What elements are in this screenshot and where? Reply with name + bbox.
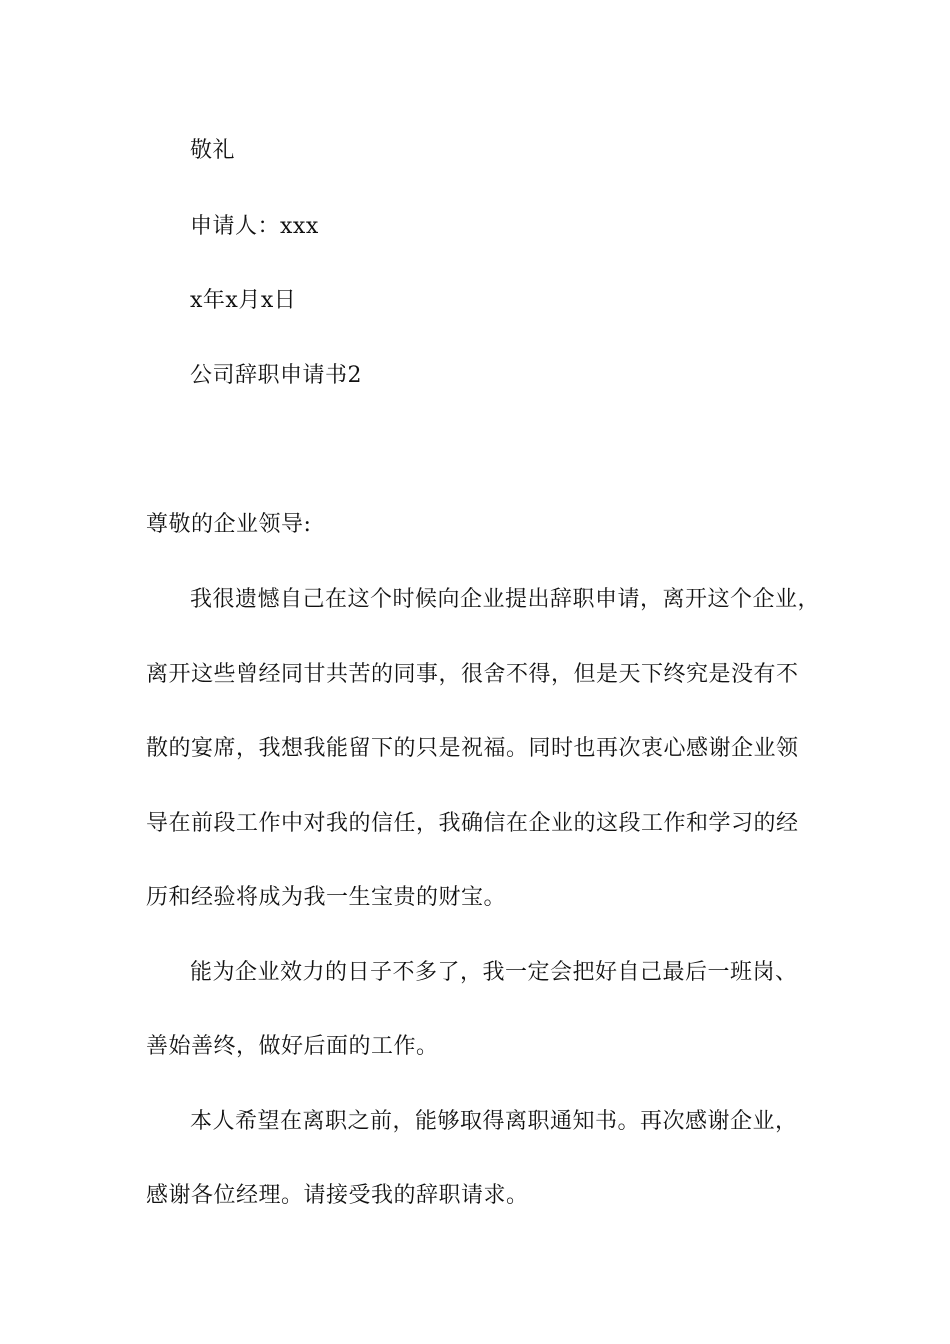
letter-title: 公司辞职申请书2 [190,363,362,388]
paragraph-line: 历和经验将成为我一生宝贵的财宝。 [146,885,507,910]
applicant-line: 申请人：xxx [190,214,319,239]
paragraph-line: 能为企业效力的日子不多了，我一定会把好自己最后一班岗、 [190,960,798,985]
paragraph-line: 散的宴席，我想我能留下的只是祝福。同时也再次衷心感谢企业领 [146,736,799,761]
closing-salutation: 敬礼 [190,138,236,163]
paragraph-line: 善始善终，做好后面的工作。 [146,1034,439,1059]
date-line: x年x月x日 [190,288,297,313]
paragraph-line: 我很遗憾自己在这个时候向企业提出辞职申请，离开这个企业， [190,587,821,612]
paragraph-line: 感谢各位经理。请接受我的辞职请求。 [146,1183,529,1208]
letter-greeting: 尊敬的企业领导: [146,512,312,537]
paragraph-line: 导在前段工作中对我的信任，我确信在企业的这段工作和学习的经 [146,811,799,836]
paragraph-line: 离开这些曾经同甘共苦的同事，很舍不得，但是天下终究是没有不 [146,662,799,687]
paragraph-line: 本人希望在离职之前，能够取得离职通知书。再次感谢企业， [190,1109,798,1134]
